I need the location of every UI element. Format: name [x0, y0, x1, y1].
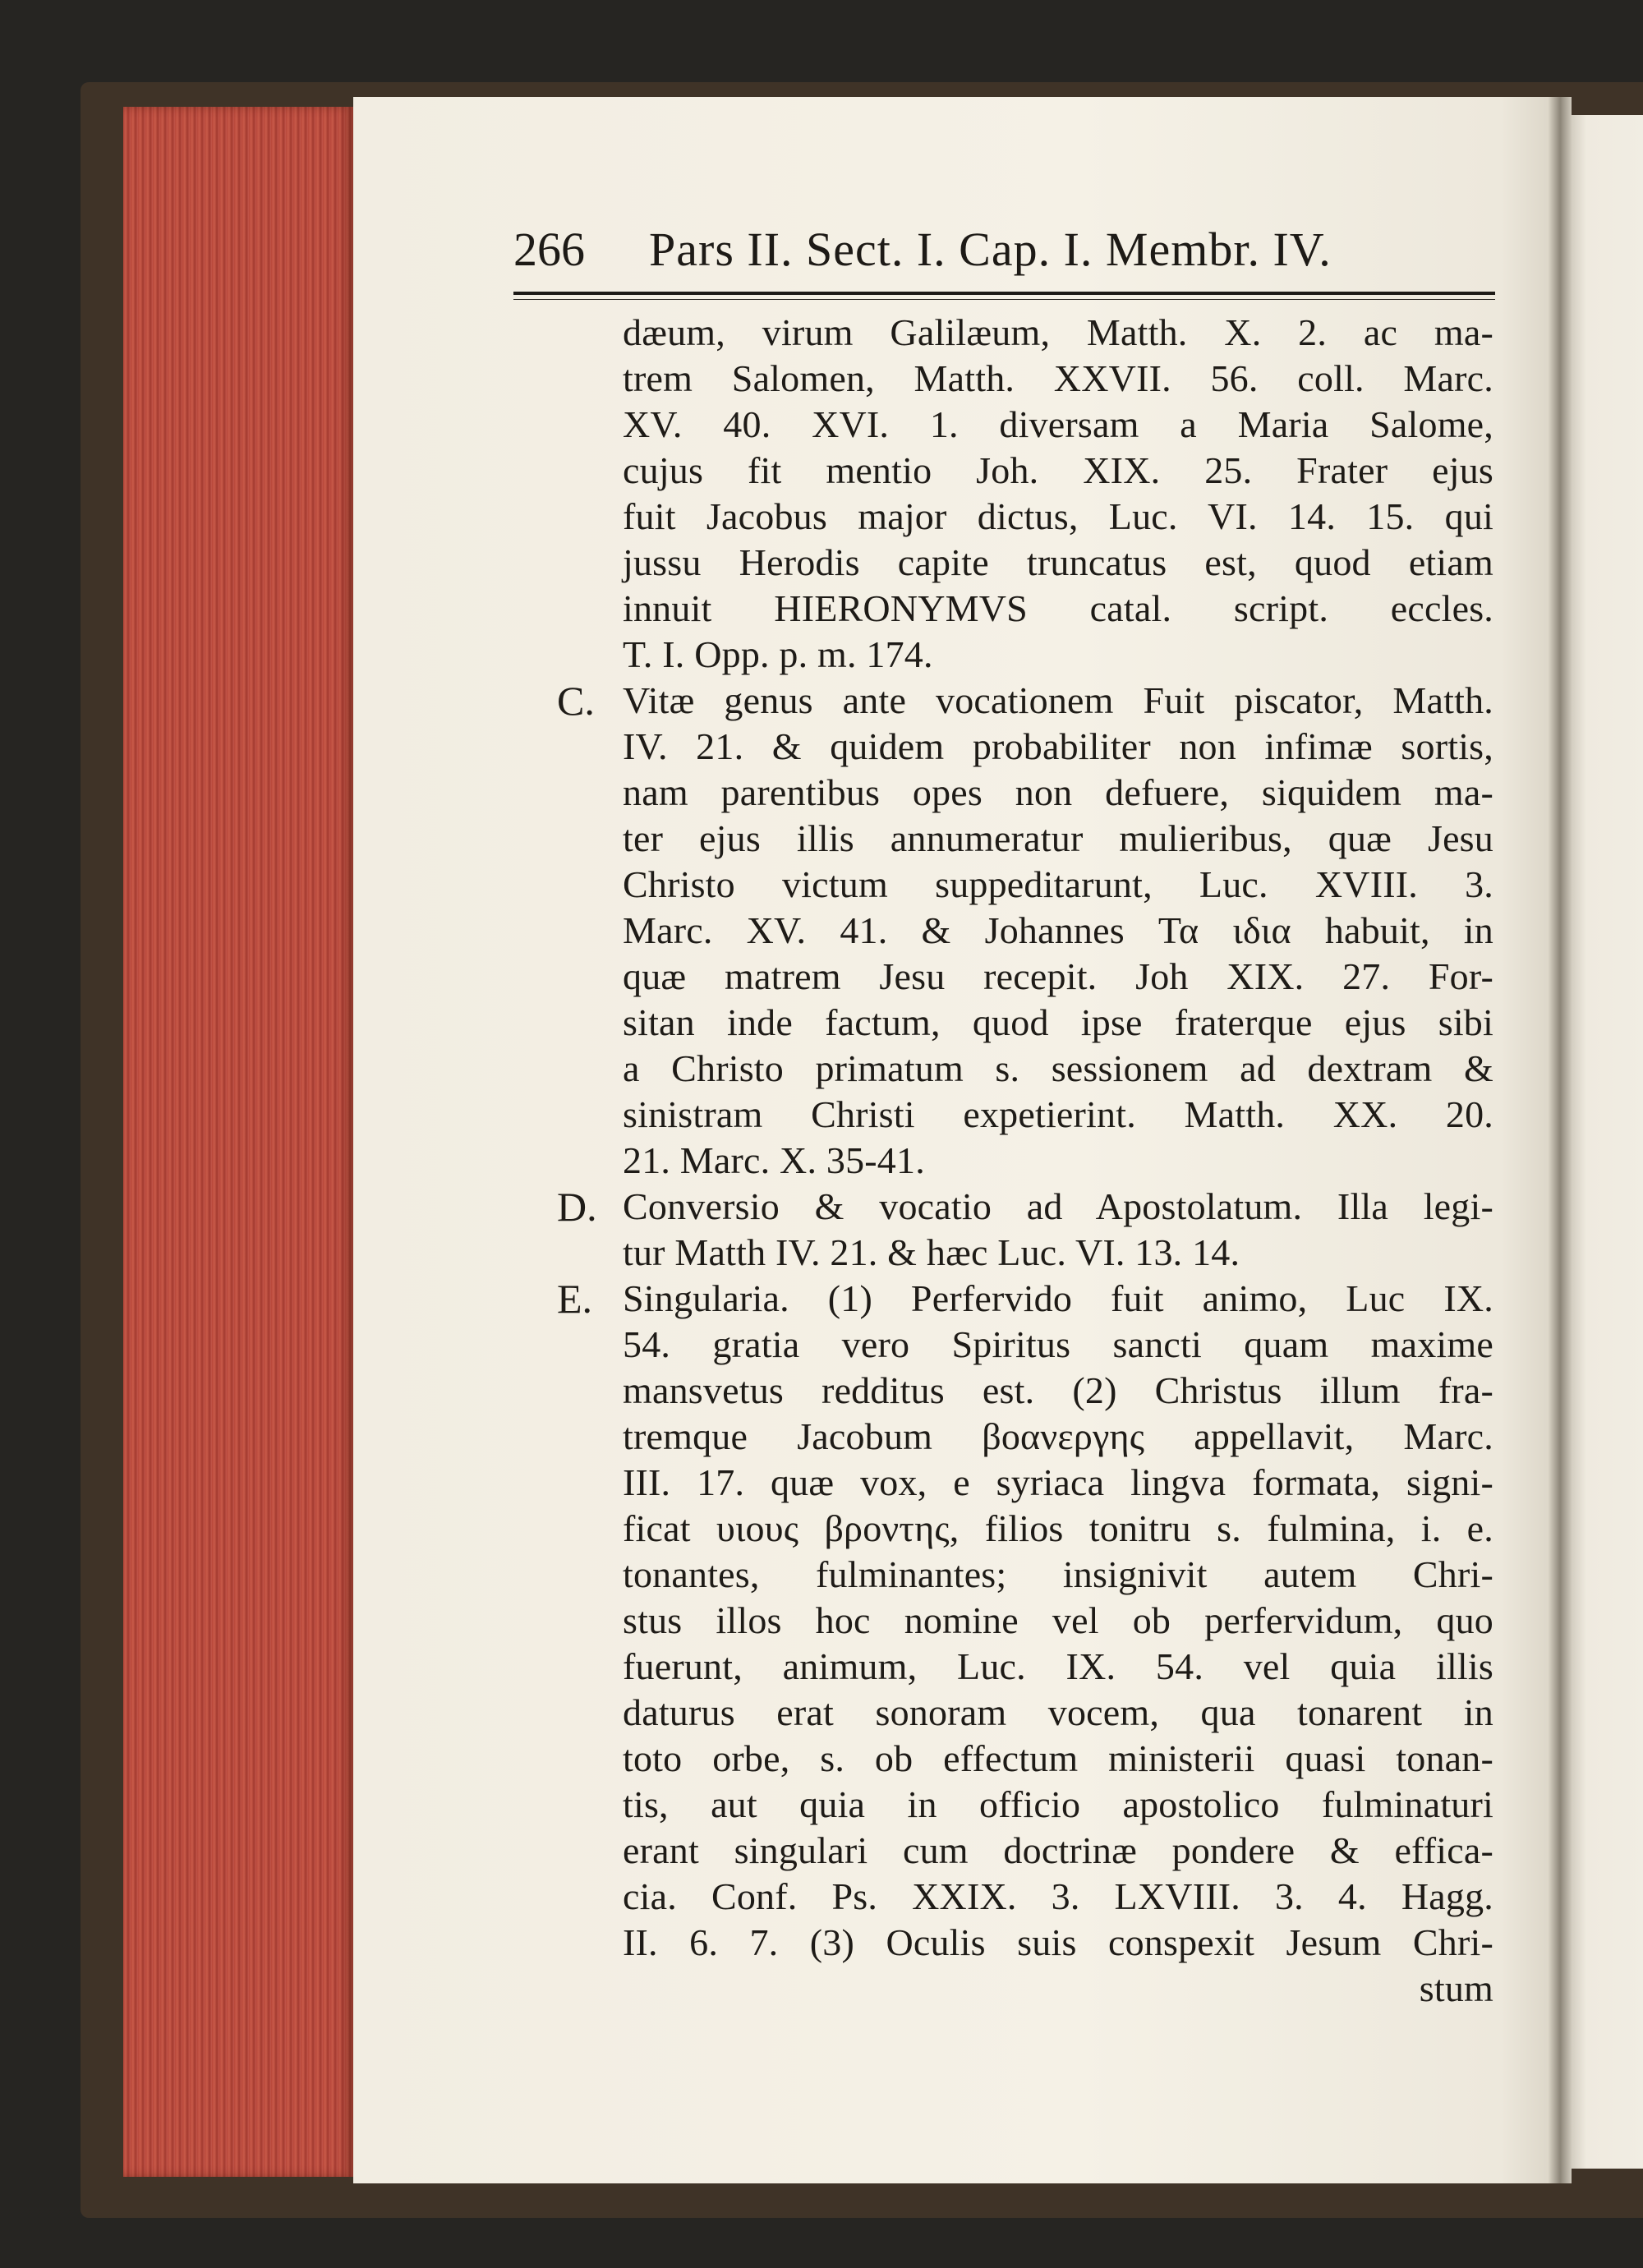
text-line: innuit HIERONYMVS catal. script. eccles. — [623, 587, 1493, 629]
text-line: 54. gratia vero Spiritus sancti quam maxime — [623, 1323, 1493, 1365]
text-line: 21. Marc. X. 35-41. — [623, 1139, 925, 1181]
text-line: sitan inde factum, quod ipse fraterque ejus sibi — [623, 1001, 1493, 1043]
text-line: Christo victum suppeditarunt, Luc. XVIII. 3. — [623, 863, 1493, 905]
text-line: Singularia. (1) Perfervido fuit animo, Luc IX. — [623, 1277, 1493, 1319]
text-line: ter ejus illis annumeratur mulieribus, quæ Jesu — [623, 817, 1493, 859]
text-line: mansvetus redditus est. (2) Christus illum fra- — [623, 1369, 1493, 1411]
text-line: stus illos hoc nomine vel ob perfervidum, quo — [623, 1599, 1493, 1641]
text-line: Vitæ genus ante vocationem Fuit piscator, Matth. — [623, 679, 1493, 721]
text-line: tonantes, fulminantes; insignivit autem Chri- — [623, 1553, 1493, 1595]
section-marker-e: E. — [557, 1276, 593, 1322]
text-line: XV. 40. XVI. 1. diversam a Maria Salome, — [623, 403, 1493, 445]
text-line: IV. 21. & quidem probabiliter non infimæ sortis, — [623, 725, 1493, 767]
text-line: dæum, virum Galilæum, Matth. X. 2. ac ma- — [623, 311, 1493, 353]
text-line: quæ matrem Jesu recepit. Joh XIX. 27. For- — [623, 955, 1493, 997]
text-line: erant singulari cum doctrinæ pondere & effica- — [623, 1829, 1493, 1871]
text-line: fuerunt, animum, Luc. IX. 54. vel quia illis — [623, 1645, 1493, 1687]
section-marker-d: D. — [557, 1184, 597, 1230]
text-line: fuit Jacobus major dictus, Luc. VI. 14. 15. qui — [623, 495, 1493, 537]
text-line: Conversio & vocatio ad Apostolatum. Illa legi- — [623, 1185, 1493, 1227]
page-number: 266 — [513, 223, 585, 276]
text-line: daturus erat sonoram vocem, qua tonarent in — [623, 1691, 1493, 1733]
text-line: ficat υιους βροντης, filios tonitru s. fulmina, i. e. — [623, 1507, 1493, 1549]
text-line: cia. Conf. Ps. XXIX. 3. LXVIII. 3. 4. Hagg. — [623, 1875, 1493, 1917]
running-head: Pars II. Sect. I. Cap. I. Membr. IV. — [649, 223, 1332, 276]
text-line: a Christo primatum s. sessionem ad dextram & — [623, 1047, 1493, 1089]
text-line: tur Matth IV. 21. & hæc Luc. VI. 13. 14. — [623, 1231, 1240, 1273]
section-marker-c: C. — [557, 678, 595, 724]
text-line: II. 6. 7. (3) Oculis suis conspexit Jesum Chri- — [623, 1921, 1493, 1963]
text-line: nam parentibus opes non defuere, siquidem ma- — [623, 771, 1493, 813]
text-line: trem Salomen, Matth. XXVII. 56. coll. Marc. — [623, 357, 1493, 399]
text-line: cujus fit mentio Joh. XIX. 25. Frater ejus — [623, 449, 1493, 491]
text-line: tremque Jacobum βοανεργης appellavit, Marc. — [623, 1415, 1493, 1457]
text-line: tis, aut quia in officio apostolico fulminaturi — [623, 1783, 1493, 1825]
text-line: sinistram Christi expetierint. Matth. XX. 20. — [623, 1093, 1493, 1135]
text-line: Marc. XV. 41. & Johannes Τα ιδια habuit, in — [623, 909, 1493, 951]
catchword: stum — [1419, 1967, 1493, 2009]
text-line: toto orbe, s. ob effectum ministerii quasi tonan- — [623, 1737, 1493, 1779]
text-line: jussu Herodis capite truncatus est, quod etiam — [623, 541, 1493, 583]
text-line: III. 17. quæ vox, e syriaca lingva formata, signi- — [623, 1461, 1493, 1503]
text-line: T. I. Opp. p. m. 174. — [623, 633, 933, 675]
